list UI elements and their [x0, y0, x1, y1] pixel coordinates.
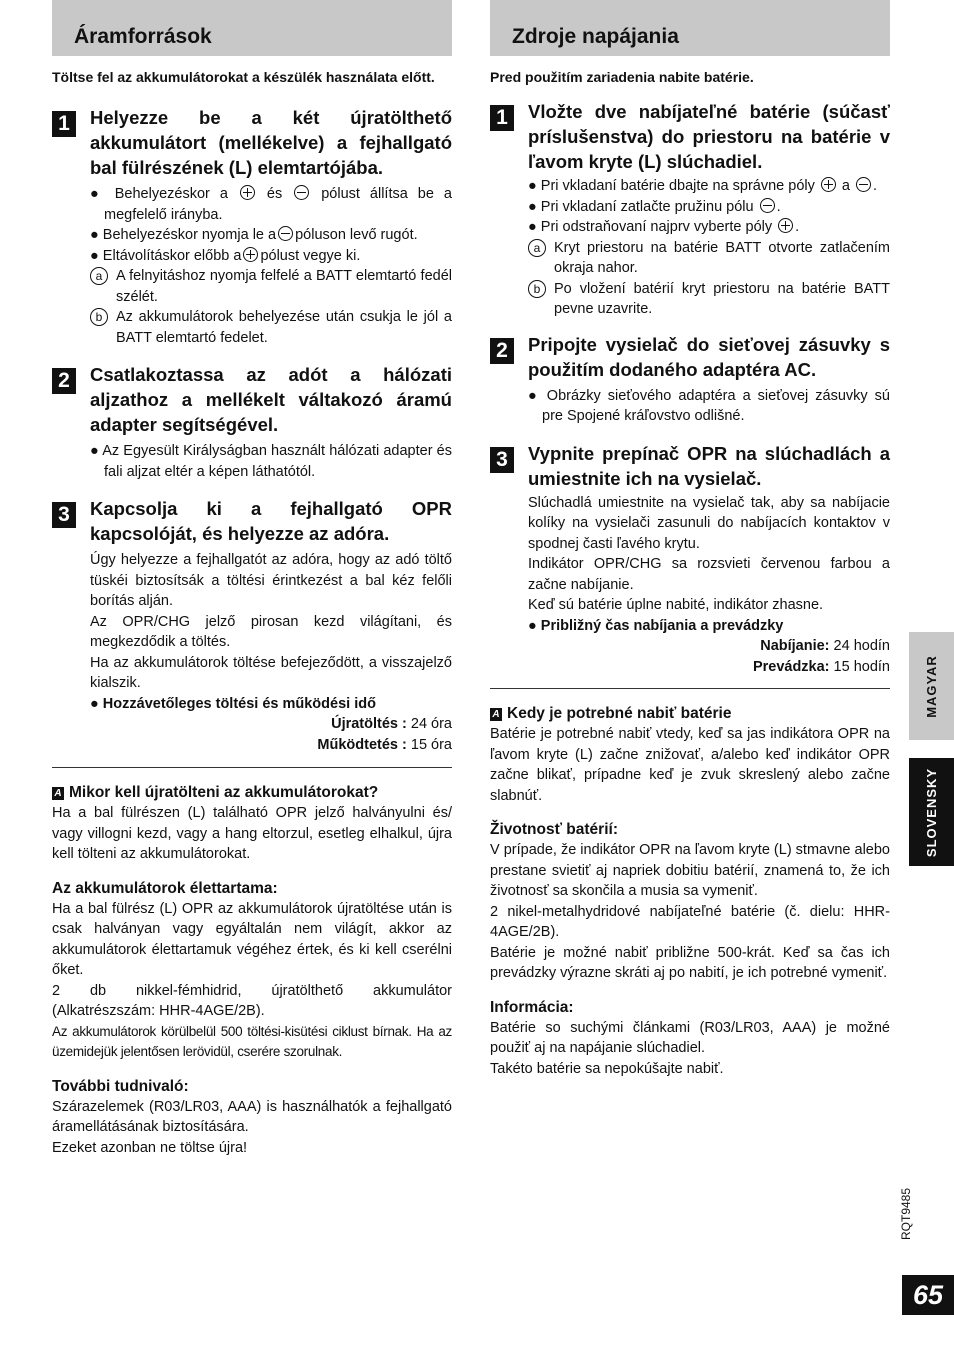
battery-life-text: Batérie je možné nabiť približne 500-krát. Keď sa čas ich prevádzky výrazne skráti aj po nabití, je ich potrebné vymeniť.: [490, 944, 890, 981]
plus-pole-icon: [240, 185, 255, 200]
step-title: Vypnite prepínač OPR na slúchadlách a umiestnite ich na vysielač.: [528, 442, 890, 489]
step-title: Csatlakoztassa az adót a hálózati aljzathoz a mellékelt váltakozó áramú adapter segítségével.: [90, 364, 452, 435]
section-a-icon: A: [490, 708, 502, 721]
step-title: Pripojte vysielač do sieťovej zásuvky s použitím dodaného adaptéra AC.: [528, 333, 890, 380]
bullet-item: ● Pri vkladaní zatlačte pružinu pólu .: [528, 198, 781, 215]
bullet-item: ● Pri vkladaní batérie dbajte na správne póly a .: [528, 178, 878, 194]
step-title: Helyezze be a két újratölthető akkumulátort (mellékelve) a fejhallgató bal fülrészének (L) elemtartójába.: [90, 107, 452, 178]
step-number-2: 2: [52, 368, 76, 394]
step-paragraph: Úgy helyezze a fejhallgatót az adóra, hogy az adó töltő tüskéi biztosítsák a töltési érintkezést a bal kéz felőli borítás alján.: [90, 552, 452, 609]
step-1-hu: [52, 105, 452, 348]
battery-life-text: 2 db nikkel-fémhidrid, újratölthető akkumulátor (Alkatrészszám: HHR-4AGE/2B).: [52, 982, 452, 1019]
battery-life-text: 2 nikel-metalhydridové nabíjateľné batérie (č. dielu: HHR-4AGE/2B).: [490, 903, 890, 940]
battery-life-text: Ha a bal fülrész (L) OPR az akkumulátorok újratöltése után is csak halványan vagy egyáltalán nem világít, akkor az akkumulátorok élettartamuk végéhez értek, és ki kell cserélni őket.: [52, 900, 452, 978]
time-heading: ● Približný čas nabíjania a prevádzky: [528, 617, 784, 634]
step-title: Vložte dve nabíjateľné batérie (súčasť príslušenstva) do priestoru na batérie v ľavom kryte (L) slúchadiel.: [528, 101, 890, 172]
step-number-2: 2: [490, 338, 514, 364]
faq-text: Batérie je potrebné nabiť vtedy, keď sa jas indikátora OPR na ľavom kryte (L) začne znižovať, a/alebo keď indikátor OPR začne blikať, prípadne keď je zvuk skreslený alebo začne slabnúť.: [490, 726, 890, 804]
circled-b-icon: b: [528, 280, 546, 298]
battery-life-heading: Životnosť batérií:: [490, 821, 618, 838]
step-paragraph: Az OPR/CHG jelző pirosan kezd világítani, és megkezdődik a töltés.: [90, 613, 452, 650]
step-paragraph: Keď sú batérie úplne nabité, indikátor zhasne.: [528, 597, 824, 613]
battery-life-text: V prípade, že indikátor OPR na ľavom kryte (L) stmavne alebo prestane svietiť aj napriek dobitiu batérií, znamená to, že ich životnosť sa skončila a musia sa vymeniť.: [490, 842, 890, 899]
info-text: Ezeket azonban ne töltse újra!: [52, 1139, 248, 1156]
info-text: Takéto batérie sa nepokúšajte nabiť.: [490, 1060, 724, 1077]
step-number-1: 1: [52, 111, 76, 137]
step-number-3: 3: [52, 502, 76, 528]
minus-pole-icon: [856, 177, 871, 192]
slovak-column: [490, 0, 890, 1079]
step-3-hu: [52, 496, 452, 755]
section-header-hu: [52, 0, 452, 56]
step-paragraph: Indikátor OPR/CHG sa rozsvieti červenou farbou a začne nabíjanie.: [528, 556, 890, 593]
label-item-b: b Az akkumulátorok behelyezése után csukja le jól a BATT elemtartó fedelet.: [90, 307, 452, 348]
bullet-item: ● Behelyezéskor a és pólust állítsa be a megfelelő irányba.: [90, 186, 452, 223]
plus-pole-icon: [243, 247, 258, 262]
operation-time: Prevádzka: 15 hodín: [752, 658, 890, 675]
circled-b-icon: b: [90, 308, 108, 326]
step-2-sk: [490, 332, 890, 427]
label-item-a: a Kryt priestoru na batérie BATT otvorte zatlačením okraja nahor.: [528, 238, 890, 279]
charge-time: Újratöltés : 24 óra: [331, 716, 452, 732]
circled-a-icon: a: [90, 267, 108, 285]
battery-life-heading: Az akkumulátorok élettartama:: [52, 879, 278, 897]
minus-pole-icon: [760, 198, 775, 213]
page-title-hu: Áramforrások: [74, 25, 212, 48]
info-heading: Informácia:: [490, 998, 574, 1016]
step-number-1: 1: [490, 105, 514, 131]
faq-heading-sk: A Kedy je potrebné nabiť batérie: [490, 704, 890, 724]
divider: [52, 767, 452, 768]
divider: [490, 688, 890, 689]
operation-time: Működtetés : 15 óra: [317, 736, 452, 753]
time-heading: ● Hozzávetőleges töltési és működési idő: [90, 695, 376, 712]
language-tab-slovensky: SLOVENSKY: [909, 758, 954, 866]
plus-pole-icon: [778, 218, 793, 233]
step-paragraph: Ha az akkumulátorok töltése befejeződött, a visszajelző kialszik.: [90, 654, 452, 691]
page-title-sk: Zdroje napájania: [512, 25, 679, 48]
minus-pole-icon: [278, 226, 293, 241]
document-code: RQT9485: [899, 1187, 913, 1240]
info-heading: További tudnivaló:: [52, 1077, 189, 1095]
bullet-item: ● Behelyezéskor nyomja le a póluson levő rugót.: [90, 227, 418, 243]
bullet-item: ● Pri odstraňovaní najprv vyberte póly .: [528, 219, 800, 235]
label-item-a: a A felnyitáshoz nyomja felfelé a BATT elemtartó fedél szélét.: [90, 266, 452, 307]
step-paragraph: Slúchadlá umiestnite na vysielač tak, aby sa nabíjacie kolíky na vysielači zasunuli do nabíjacích kontaktov v spodnej časti ľavého krytu.: [528, 494, 890, 552]
info-text: Szárazelemek (R03/LR03, AAA) is használhatók a fejhallgató áramellátásának biztosítására.: [52, 1098, 452, 1135]
bullet-item: ● Obrázky sieťového adaptéra a sieťovej zásuvky sú pre Spojené kráľovstvo odlišné.: [528, 387, 890, 424]
section-a-icon: A: [52, 787, 64, 800]
step-2-hu: [52, 362, 452, 482]
bullet-item: ● Az Egyesült Királyságban használt hálózati adapter és fali aljzat eltér a képen láthatótól.: [90, 443, 452, 480]
intro-text-hu: Töltse fel az akkumulátorokat a készülék használata előtt.: [52, 69, 435, 85]
hungarian-column: [52, 0, 452, 1158]
label-item-b: b Po vložení batérií kryt priestoru na batérie BATT pevne uzavrite.: [528, 279, 890, 320]
bullet-item: ● Eltávolításkor előbb a pólust vegye ki.: [90, 247, 361, 264]
page-number: 65: [902, 1275, 954, 1315]
step-3-sk: [490, 441, 890, 678]
info-text: Batérie so suchými článkami (R03/LR03, AAA) je možné použiť aj na napájanie slúchadiel.: [490, 1019, 890, 1056]
plus-pole-icon: [821, 177, 836, 192]
step-title: Kapcsolja ki a fejhallgató OPR kapcsolóját, és helyezze az adóra.: [90, 498, 452, 544]
faq-text: Ha a bal fülrészen (L) található OPR jelző halványulni és/ vagy villogni kezd, vagy a hang eltorzul, esetleg elhalkul, újra kell tölteni az akkumulátorokat.: [52, 805, 452, 862]
step-1-sk: [490, 99, 890, 320]
circled-a-icon: a: [528, 239, 546, 257]
faq-heading-hu: A Mikor kell újratölteni az akkumulátorokat?: [52, 783, 452, 803]
section-header-sk: [490, 0, 890, 56]
battery-life-text: Az akkumulátorok körülbelül 500 töltési-kisütési ciklust bírnak. Ha az üzemidejük jelentősen lerövidül, cserére szorulnak.: [52, 1023, 452, 1059]
charge-time: Nabíjanie: 24 hodín: [760, 638, 890, 654]
step-number-3: 3: [490, 447, 514, 473]
language-tab-magyar: MAGYAR: [909, 632, 954, 740]
minus-pole-icon: [294, 185, 309, 200]
intro-text-sk: Pred použitím zariadenia nabite batérie.: [490, 69, 754, 85]
